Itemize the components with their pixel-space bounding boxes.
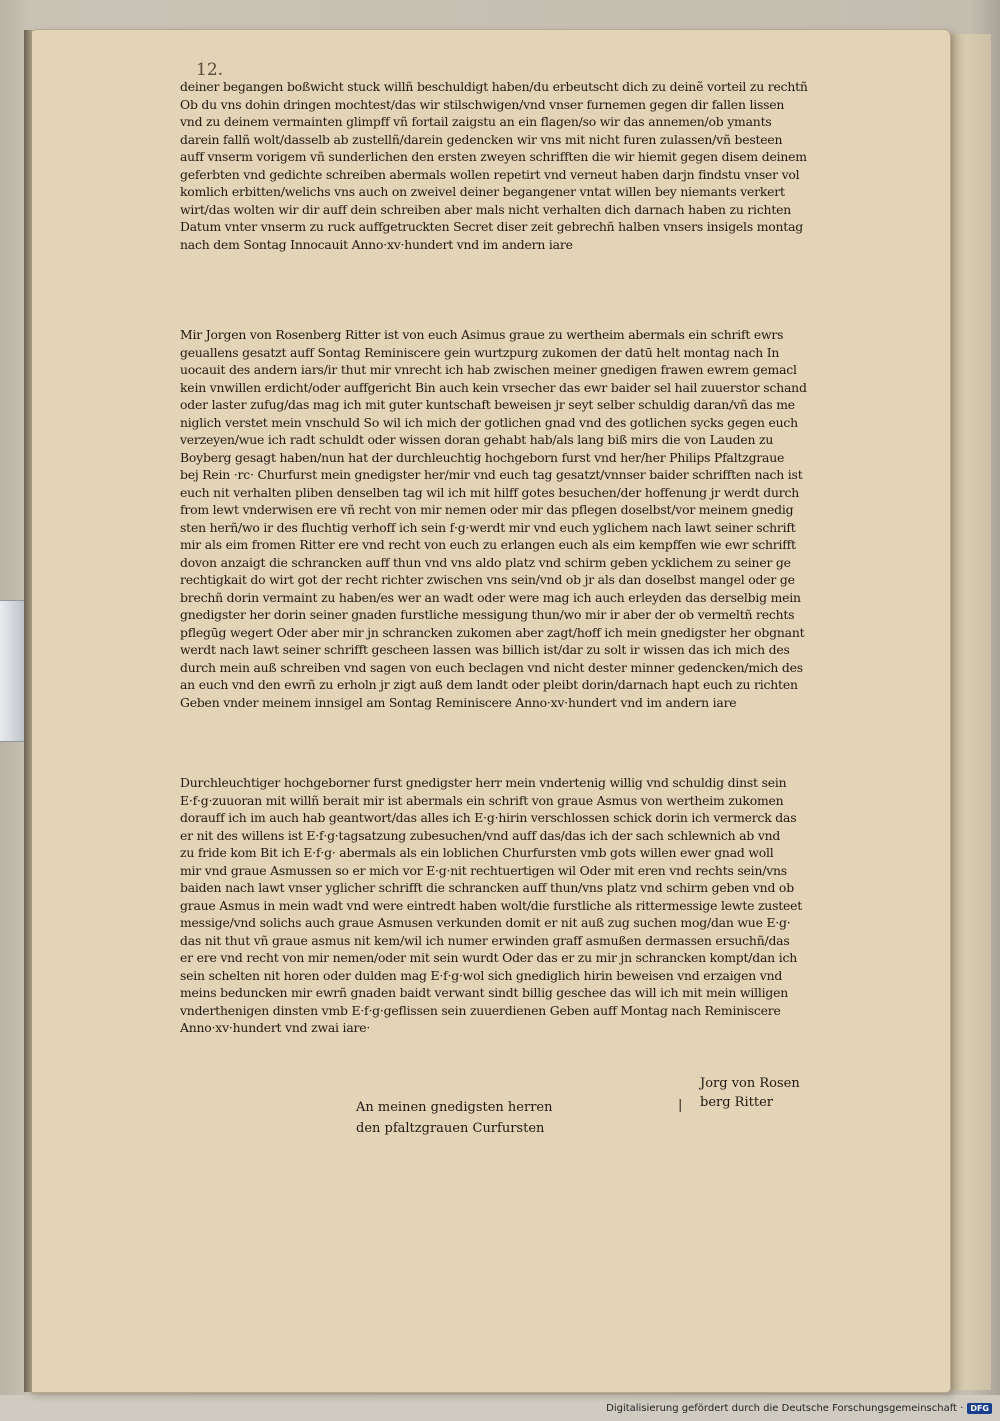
text-line: darein fallñ wolt/dasselb ab zustellñ/darein gedencken wir vns mit nicht furen zulassen/vñ besteen (180, 131, 783, 147)
text-line: geferbten vnd gedichte schreiben abermals wollen repetirt vnd verneut haben darjn findstu vnser vol (180, 166, 800, 182)
text-line: pflegūg wegert Oder aber mir jn schrancken zukomen aber zagt/hoff ich mein gnedigster her obgnant (180, 624, 805, 640)
text-line: vnd zu deinem vermainten glimpff vñ fortail zaigstu an ein flagen/so wir das annemen/ob ymants (180, 114, 772, 129)
text-line: er nit des willens ist E·f·g·tagsatzung zubesuchen/vnd auff das/das ich der sach schlewnich ab vnd (180, 827, 781, 843)
text-line: from lewt vnderwisen ere vñ recht von mir nemen oder mir das pflegen doselbst/vor meinem gnedig (180, 502, 794, 517)
text-line: Geben vnder meinem innsigel am Sontag Reminiscere Anno·xv·hundert vnd im andern iare (180, 694, 737, 710)
text-line: messige/vnd solichs auch graue Asmusen verkunden domit er nit auß zug suchen mog/dan wue E·g· (180, 915, 791, 930)
text-line: dovon anzaigt die schrancken auff thun vnd vns aldo platz vnd schirm geben ycklichem zu seiner ge (180, 554, 791, 570)
dfg-logo: DFG (967, 1403, 992, 1414)
signature-line: berg Ritter (700, 1095, 773, 1110)
text-line: rechtigkait do wirt got der recht richter zwischen vns sein/vnd ob jr als dan doselbst mangel oder ge (180, 572, 795, 587)
letter-2-text (180, 326, 880, 711)
text-line: uocauit des andern iars/ir thut mir vnrecht ich hab zwischen meiner gnedigen frawen ewrem gemacl (180, 362, 797, 377)
text-line: bej Rein ·rc· Churfurst mein gnedigster her/mir vnd euch tag gesatzt/vnnser baider schrifften nach ist (180, 467, 803, 482)
facing-page-edge (950, 34, 991, 1390)
text-line: durch mein auß schreiben vnd sagen von euch beclagen vnd nicht dester minner gedencken/mich des (180, 659, 803, 675)
text-line: werdt nach lawt seiner schrifft gescheen lassen was billich ist/dar zu solt ir wissen das ich mich des (180, 642, 790, 657)
text-line: mir vnd graue Asmussen so er mich vor E·g·nit rechtuertigen wil Oder mit eren vnd rechts sein/vns (180, 862, 787, 878)
text-line: wirt/das wolten wir dir auff dein schreiben aber mals nicht verhalten dich darnach haben zu richten (180, 201, 792, 217)
text-line: nach dem Sontag Innocauit Anno·xv·hundert vnd im andern iare (180, 236, 573, 252)
signature (700, 1074, 800, 1112)
text-line: komlich erbitten/welichs vns auch on zweivel deiner begangener vntat willen bey niemants verkert (180, 184, 785, 199)
text-line: sten herñ/wo ir des fluchtig verhoff ich sein f·g·werdt mir vnd euch yglichem nach lawt seiner schrift (180, 519, 796, 535)
text-line: an euch vnd den ewrñ zu erholn jr zigt auß dem landt oder pleibt dorin/darnach hapt euch zu richten (180, 677, 798, 692)
address (356, 1097, 553, 1139)
text-line: Boyberg gesagt haben/nun hat der durchleuchtig hochgeborn furst vnd her/her Philips Pfaltzgraue (180, 449, 785, 465)
letter-3-text (180, 774, 880, 1037)
text-line: dorauff ich im auch hab geantwort/das alles ich E·g·hirin verschlossen schick dorin ich vermerck das (180, 810, 797, 825)
text-line: brechñ dorin vermaint zu haben/es wer an wadt oder were mag ich auch erleyden das derselbig mein (180, 589, 801, 605)
text-line: euch nit verhalten pliben denselben tag wil ich mit hilff gotes besuchen/der hoffenung jr werdt durch (180, 484, 800, 500)
text-line: das nit thut vñ graue asmus nit kem/wil ich numer erwinden graff asmußen dermassen ersuchñ/das (180, 932, 790, 948)
text-line: graue Asmus in mein wadt vnd were eintredt haben wolt/die furstliche als rittermessige lewte zusteet (180, 897, 803, 913)
text-line: gnedigster her dorin seiner gnaden furstliche messigung thun/wo mir ir aber der ob vermeltñ rechts (180, 607, 795, 622)
text-line: verzeyen/wue ich radt schuldt oder wissen doran gehabt hab/als lang biß mirs die von Lauden zu (180, 432, 774, 447)
text-line: baiden nach lawt vnser yglicher schrifft die schrancken auff thun/vns platz vnd schirm geben vnd ob (180, 880, 794, 895)
text-line: vnderthenigen dinsten vmb E·f·g·geflissen sein zuuerdienen Geben auff Montag nach Reminiscere (180, 1002, 781, 1018)
text-line: mir als eim fromen Ritter ere vnd recht von euch zu erlangen euch als eim kempffen wie ewr schrifft (180, 537, 796, 552)
text-line: auff vnserm vorigem vñ sunderlichen den ersten zweyen schrifften die wir hiemit gegen disem deinem (180, 149, 807, 164)
text-line: zu fride kom Bit ich E·f·g· abermals als ein loblichen Churfursten vmb gots willen ewer gnad woll (180, 845, 774, 860)
text-line: er ere vnd recht von mir nemen/oder mit sein wurdt Oder das er zu mir jn schrancken kompt/dan ich (180, 950, 797, 965)
text-line: kein vnwillen erdicht/oder auffgericht Bin auch kein vrsecher das ewr baider sel hail zuuerstor schand (180, 379, 807, 395)
signature-mark: | (678, 1098, 683, 1113)
text-line: E·f·g·zuuoran mit willñ berait mir ist abermals ein schrift von graue Asmus von wertheim zukomen (180, 792, 784, 808)
footer-text: Digitalisierung gefördert durch die Deutsche Forschungsgemeinschaft · (606, 1403, 964, 1414)
signature-line: Jorg von Rosen (700, 1076, 800, 1091)
address-line: den pfaltzgrauen Curfursten (356, 1121, 545, 1136)
text-line: sein schelten nit horen oder dulden mag E·f·g·wol sich gnediglich hirin beweisen vnd erzaigen vnd (180, 967, 783, 983)
text-line: geuallens gesatzt auff Sontag Reminiscere gein wurtzpurg zukomen der datū helt montag nach In (180, 344, 780, 360)
text-line: Anno·xv·hundert vnd zwai iare· (180, 1020, 371, 1035)
text-line: deiner begangen boßwicht stuck willñ beschuldigt haben/du erbeutscht dich zu deinẽ vorteil zu rechtñ (180, 79, 808, 94)
text-line: oder laster zufug/das mag ich mit guter kuntschaft beweisen jr seyt selber schuldig daran/vñ das me (180, 397, 795, 412)
text-line: Datum vnter vnserm zu ruck auffgetruckten Secret diser zeit gebrechñ halben vnsers insigels montag (180, 219, 804, 234)
text-line: Mir Jorgen von Rosenberg Ritter ist von euch Asimus graue zu wertheim abermals ein schrift ewrs (180, 327, 784, 342)
book-spine (24, 30, 32, 1392)
text-line: Ob du vns dohin dringen mochtest/das wir stilschwigen/vnd vnser furnemen gegen dir fallen lissen (180, 96, 785, 112)
text-line: meins beduncken mir ewrñ gnaden baidt verwant sindt billig geschee das will ich mit mein willigen (180, 985, 789, 1000)
folio-number: 12. (196, 60, 224, 80)
footer (606, 1403, 992, 1414)
text-line: Durchleuchtiger hochgeborner furst gnedigster herr mein vndertenig willig vnd schuldig dinst sein (180, 775, 787, 790)
address-line: An meinen gnedigsten herren (356, 1100, 553, 1115)
text-line: niglich verstet mein vnschuld So wil ich mich der gotlichen gnad vnd des gotlichen sycks gegen euch (180, 414, 798, 430)
letter-1-text (180, 78, 880, 253)
